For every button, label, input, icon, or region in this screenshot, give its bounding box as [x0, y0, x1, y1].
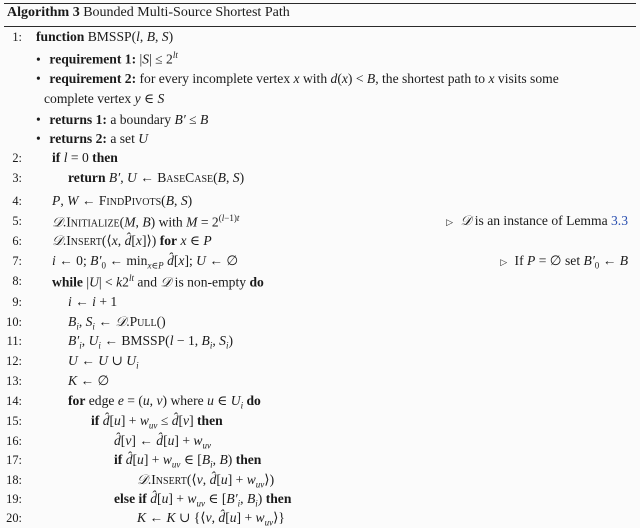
algorithm-line [0, 333, 640, 353]
line-number: 13: [6, 374, 22, 388]
line-number: 14: [6, 394, 22, 408]
line-number: 11: [6, 334, 22, 348]
algorithm-line [0, 112, 640, 132]
line-content: return B′, U ← BaseCase(B, S) [68, 170, 245, 185]
line-number: 16: [6, 434, 22, 448]
line-content: while $|U| < k2^{lt}$ and 𝒟 is non-empty do [52, 273, 264, 290]
line-content: i ← 0; $B'_0$ ← $\min_{x\in P}$ d̂[x]; U ← ∅ [52, 253, 239, 271]
algorithm-caption [7, 5, 290, 21]
line-content: complete vertex y ∈ S [44, 91, 165, 106]
line-content: i ← i + 1 [68, 294, 118, 309]
algorithm-line [0, 131, 640, 151]
line-comment: ▷ 𝒟 is an instance of Lemma 3.3 [446, 213, 628, 228]
line-comment: ▷ If P = ∅ set $B'_0$ ← B [500, 253, 628, 271]
top-rule [4, 3, 636, 4]
algorithm-line [0, 510, 640, 528]
line-content: P, W ← FindPivots(B, S) [52, 193, 193, 208]
line-number: 8: [12, 274, 22, 288]
line-content: • requirement 1: $|S| \le 2^{lt}$ [36, 50, 178, 67]
line-content: 𝒟.Insert(⟨x, d̂[x]⟩) for x ∈ P [52, 233, 212, 248]
line-content: if l = 0 then [52, 150, 118, 165]
line-content: $B'_i$, $U_i$ ← BMSSP(l − 1, $B_i$, $S_i$) [68, 333, 234, 351]
line-number: 2: [12, 151, 22, 165]
line-number: 5: [12, 214, 22, 228]
algorithm-line [0, 213, 640, 233]
line-number: 17: [6, 453, 22, 467]
line-number: 4: [12, 194, 22, 208]
algorithm-line [0, 29, 640, 49]
algorithm-line [0, 294, 640, 314]
algorithm-line [0, 353, 640, 373]
line-content: U ← U ∪ $U_i$ [68, 353, 139, 371]
algorithm-line [0, 150, 640, 170]
line-number: 3: [12, 171, 22, 185]
line-content: if d̂[u] + $w_{uv}$ ≤ d̂[v] then [91, 413, 223, 431]
algorithm-line [0, 50, 640, 70]
algorithm-line [0, 472, 640, 492]
algorithm-line [0, 253, 640, 273]
algorithm-line [0, 373, 640, 393]
line-number: 10: [6, 315, 22, 329]
line-number: 18: [6, 473, 22, 487]
line-number: 15: [6, 414, 22, 428]
algorithm-line [0, 413, 640, 433]
line-content: K ← K ∪ {⟨v, d̂[u] + $w_{uv}⟩$} [137, 510, 285, 528]
line-content: else if d̂[u] + $w_{uv}$ ∈ [$B'_i$, $B_i$) then [114, 491, 292, 509]
algorithm-line [0, 491, 640, 511]
algorithm-title: Bounded Multi-Source Shortest Path [83, 5, 290, 20]
algorithm-label: Algorithm 3 [7, 5, 80, 20]
line-number: 20: [6, 511, 22, 525]
line-number: 7: [12, 254, 22, 268]
line-content: function BMSSP(l, B, S) [36, 29, 174, 44]
line-content: K ← ∅ [68, 373, 110, 388]
line-number: 6: [12, 234, 22, 248]
algorithm-line [0, 91, 640, 111]
algorithm-line [0, 393, 640, 413]
line-content: • returns 1: a boundary B′ ≤ B [36, 112, 209, 127]
algorithm-line [0, 314, 640, 334]
line-content: for edge e = (u, v) where u ∈ $U_i$ do [68, 393, 261, 411]
line-content: if d̂[u] + $w_{uv}$ ∈ [$B_i$, B) then [114, 452, 262, 470]
algorithm-line [0, 170, 640, 190]
algorithm-line [0, 233, 640, 253]
line-content: 𝒟.Initialize(M, B) with $M = 2^{(l-1)t}$ [52, 213, 240, 230]
line-content: • requirement 2: for every incomplete vertex x with d(x) < B, the shortest path to x visits some [36, 71, 559, 86]
line-content: d̂[v] ← d̂[u] + $w_{uv}$ [114, 433, 211, 451]
algorithm-line [0, 193, 640, 213]
algorithm-line [0, 71, 640, 91]
line-content: • returns 2: a set U [36, 131, 149, 146]
line-number: 12: [6, 354, 22, 368]
algorithm-line [0, 433, 640, 453]
line-number: 9: [12, 295, 22, 309]
line-number: 1: [12, 30, 22, 44]
line-number: 19: [6, 492, 22, 506]
algorithm-line [0, 452, 640, 472]
line-content: $B_i$, $S_i$ ← 𝒟.Pull() [68, 314, 166, 332]
caption-rule [4, 26, 636, 27]
algorithm-line [0, 273, 640, 293]
line-content: 𝒟.Insert(⟨v, d̂[u] + $w_{uv}⟩$) [137, 472, 275, 490]
